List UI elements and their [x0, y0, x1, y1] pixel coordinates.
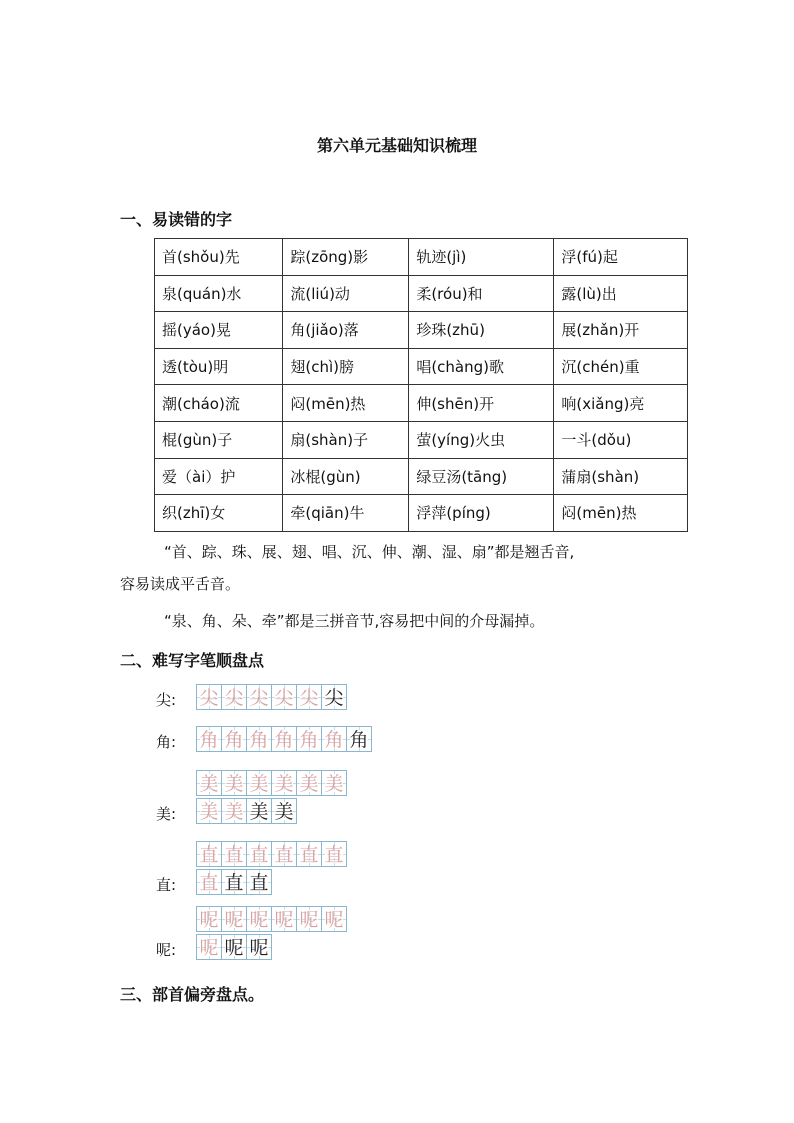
table-cell: 伸(shēn)开	[409, 385, 554, 422]
stroke-grid	[196, 906, 346, 960]
stroke-step: 呢	[271, 906, 297, 932]
stroke-step: 角	[346, 726, 372, 752]
stroke-line	[196, 726, 371, 752]
table-cell: 棍(gùn)子	[155, 421, 283, 458]
table-cell: 唱(chàng)歌	[409, 348, 554, 385]
stroke-step: 直	[221, 841, 247, 867]
stroke-step: 美	[221, 770, 247, 796]
table-cell: 扇(shàn)子	[283, 421, 409, 458]
stroke-step: 呢	[246, 906, 272, 932]
table-cell: 泉(quán)水	[155, 275, 283, 312]
stroke-line	[196, 869, 346, 895]
stroke-step: 直	[196, 841, 222, 867]
table-cell: 珍珠(zhū)	[409, 312, 554, 349]
stroke-order-jiao	[156, 726, 371, 752]
stroke-step: 美	[271, 798, 297, 824]
stroke-step: 呢	[246, 934, 272, 960]
stroke-step: 美	[196, 770, 222, 796]
stroke-step: 尖	[221, 684, 247, 710]
table-cell: 绿豆汤(tāng)	[409, 458, 554, 495]
note-retroflex-line2: 容易读成平舌音。	[120, 575, 241, 593]
table-cell: 潮(cháo)流	[155, 385, 283, 422]
table-cell: 翅(chì)膀	[283, 348, 409, 385]
table-cell: 摇(yáo)晃	[155, 312, 283, 349]
stroke-step: 直	[246, 869, 272, 895]
table-cell: 响(xiǎng)亮	[554, 385, 688, 422]
stroke-step: 美	[296, 770, 322, 796]
stroke-order-zhi	[156, 841, 346, 895]
table-cell: 冰棍(gùn)	[283, 458, 409, 495]
stroke-step: 美	[271, 770, 297, 796]
table-cell: 蒲扇(shàn)	[554, 458, 688, 495]
section-heading-1: 一、易读错的字	[120, 210, 233, 229]
table-cell: 透(tòu)明	[155, 348, 283, 385]
stroke-step: 呢	[221, 906, 247, 932]
stroke-line	[196, 906, 346, 932]
stroke-order-jian	[156, 684, 346, 710]
table-row	[155, 385, 688, 422]
section-heading-2: 二、难写字笔顺盘点	[120, 651, 265, 670]
stroke-step: 呢	[196, 906, 222, 932]
table-cell: 展(zhǎn)开	[554, 312, 688, 349]
stroke-line	[196, 798, 346, 824]
table-cell: 浮(fú)起	[554, 239, 688, 276]
stroke-line	[196, 934, 346, 960]
stroke-step: 尖	[321, 684, 347, 710]
stroke-step: 直	[271, 841, 297, 867]
table-row	[155, 348, 688, 385]
table-cell: 流(liú)动	[283, 275, 409, 312]
stroke-order-mei	[156, 770, 346, 824]
stroke-step: 呢	[221, 934, 247, 960]
table-cell: 牵(qiān)牛	[283, 495, 409, 532]
stroke-label: 美:	[156, 805, 177, 823]
table-cell: 踪(zōng)影	[283, 239, 409, 276]
table-cell: 首(shǒu)先	[155, 239, 283, 276]
table-cell: 沉(chén)重	[554, 348, 688, 385]
table-cell: 萤(yíng)火虫	[409, 421, 554, 458]
table-cell: 闷(mēn)热	[554, 495, 688, 532]
table-row	[155, 312, 688, 349]
stroke-step: 尖	[271, 684, 297, 710]
table-row	[155, 275, 688, 312]
table-cell: 织(zhī)女	[155, 495, 283, 532]
stroke-step: 尖	[296, 684, 322, 710]
note-retroflex-line1: “首、踪、珠、展、翅、唱、沉、伸、潮、湿、扇”都是翘舌音,	[164, 543, 575, 561]
table-row	[155, 239, 688, 276]
table-cell: 露(lù)出	[554, 275, 688, 312]
stroke-step: 美	[196, 798, 222, 824]
table-cell: 闷(mēn)热	[283, 385, 409, 422]
stroke-step: 角	[296, 726, 322, 752]
table-cell: 一斗(dǒu)	[554, 421, 688, 458]
table-cell: 柔(róu)和	[409, 275, 554, 312]
stroke-label: 角:	[156, 733, 177, 751]
stroke-order-ne	[156, 906, 346, 960]
stroke-step: 直	[296, 841, 322, 867]
table-cell: 轨迹(jì)	[409, 239, 554, 276]
stroke-step: 直	[221, 869, 247, 895]
note-three-part-syllables: “泉、角、朵、牵”都是三拼音节,容易把中间的介母漏掉。	[164, 612, 545, 630]
stroke-label: 直:	[156, 876, 177, 894]
table-row	[155, 421, 688, 458]
page-title: 第六单元基础知识梳理	[316, 136, 477, 155]
stroke-line	[196, 770, 346, 796]
stroke-line	[196, 684, 346, 710]
stroke-step: 美	[221, 798, 247, 824]
stroke-grid	[196, 684, 346, 710]
stroke-step: 角	[246, 726, 272, 752]
stroke-label: 尖:	[156, 691, 177, 709]
table-row	[155, 495, 688, 532]
pronunciation-table	[154, 238, 688, 532]
stroke-label: 呢:	[156, 941, 177, 959]
table-cell: 角(jiǎo)落	[283, 312, 409, 349]
stroke-step: 呢	[196, 934, 222, 960]
stroke-step: 直	[246, 841, 272, 867]
table-cell: 爱（ài）护	[155, 458, 283, 495]
section-heading-3: 三、部首偏旁盘点。	[120, 985, 265, 1004]
stroke-step: 角	[196, 726, 222, 752]
stroke-step: 呢	[296, 906, 322, 932]
stroke-step: 美	[246, 798, 272, 824]
stroke-step: 角	[271, 726, 297, 752]
stroke-step: 尖	[246, 684, 272, 710]
stroke-grid	[196, 770, 346, 824]
stroke-step: 美	[246, 770, 272, 796]
stroke-step: 直	[321, 841, 347, 867]
stroke-step: 呢	[321, 906, 347, 932]
table-cell: 浮萍(píng)	[409, 495, 554, 532]
stroke-grid	[196, 841, 346, 895]
stroke-step: 美	[321, 770, 347, 796]
table-row	[155, 458, 688, 495]
stroke-line	[196, 841, 346, 867]
stroke-step: 角	[321, 726, 347, 752]
stroke-step: 角	[221, 726, 247, 752]
stroke-step: 直	[196, 869, 222, 895]
stroke-grid	[196, 726, 371, 752]
stroke-step: 尖	[196, 684, 222, 710]
